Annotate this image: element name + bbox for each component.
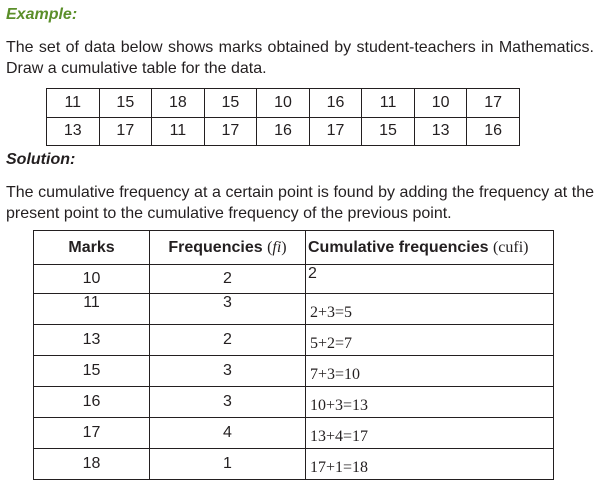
raw-data-cell: 10: [257, 89, 310, 118]
raw-data-cell: 18: [152, 89, 205, 118]
cf-table-header-row: [34, 231, 554, 265]
cumulative-frequency-cell: 2+3=5: [306, 294, 554, 325]
cumulative-frequency-cell: 10+3=13: [306, 387, 554, 418]
raw-data-cell: 13: [414, 117, 467, 146]
marks-cell: 15: [34, 356, 150, 387]
example-heading: Example:: [6, 6, 78, 23]
solution-text: The cumulative frequency at a certain point is found by adding the frequency at the present point to the cumulative frequency of the previous point.: [6, 184, 594, 222]
problem-text: The set of data below shows marks obtained by student-teachers in Mathematics. Draw a cumulative table for the data.: [6, 39, 594, 77]
table-row: [34, 325, 554, 356]
cumulative-frequencies-header: [306, 231, 554, 265]
cumulative-frequency-cell: 7+3=10: [306, 356, 554, 387]
raw-data-cell: 16: [467, 117, 520, 146]
frequency-cell: 3: [150, 387, 306, 418]
frequency-cell: 4: [150, 418, 306, 449]
frequencies-header-label: Frequencies: [168, 238, 263, 256]
cumulative-frequency-table: [33, 230, 554, 480]
raw-data-row-2: [47, 117, 520, 146]
raw-data-cell: 17: [204, 117, 257, 146]
frequencies-header-paren-close: ): [281, 238, 287, 256]
frequency-cell: 3: [150, 294, 306, 325]
frequencies-header: [150, 231, 306, 265]
raw-data-cell: 17: [467, 89, 520, 118]
raw-data-cell: 16: [309, 89, 362, 118]
marks-cell: 13: [34, 325, 150, 356]
marks-cell: 16: [34, 387, 150, 418]
raw-data-cell: 16: [257, 117, 310, 146]
cumulative-frequencies-header-symbol: (cufi): [492, 238, 529, 256]
raw-data-row-1: [47, 89, 520, 118]
raw-data-cell: 15: [362, 117, 415, 146]
frequency-cell: 3: [150, 356, 306, 387]
cumulative-frequency-cell: 13+4=17: [306, 418, 554, 449]
raw-data-cell: 11: [152, 117, 205, 146]
raw-data-cell: 11: [362, 89, 415, 118]
raw-data-cell: 17: [99, 117, 152, 146]
marks-cell: 10: [34, 265, 150, 294]
table-row: [34, 449, 554, 480]
marks-cell: 11: [34, 294, 150, 325]
cumulative-frequency-cell: 5+2=7: [306, 325, 554, 356]
frequency-cell: 1: [150, 449, 306, 480]
frequencies-header-symbol: fi: [272, 238, 282, 256]
frequency-cell: 2: [150, 265, 306, 294]
table-row: [34, 265, 554, 294]
table-row: [34, 387, 554, 418]
cumulative-frequencies-header-label: Cumulative frequencies: [308, 238, 489, 256]
raw-data-cell: 13: [47, 117, 100, 146]
cumulative-frequency-cell: 2: [306, 265, 554, 294]
raw-data-cell: 10: [414, 89, 467, 118]
table-row: [34, 294, 554, 325]
raw-data-cell: 15: [204, 89, 257, 118]
frequency-cell: 2: [150, 325, 306, 356]
marks-cell: 18: [34, 449, 150, 480]
raw-data-cell: 15: [99, 89, 152, 118]
raw-data-cell: 17: [309, 117, 362, 146]
raw-data-table: [46, 88, 520, 146]
table-row: [34, 418, 554, 449]
solution-heading: Solution:: [6, 151, 76, 168]
table-row: [34, 356, 554, 387]
raw-data-cell: 11: [47, 89, 100, 118]
marks-header: Marks: [34, 231, 150, 265]
cumulative-frequency-cell: 17+1=18: [306, 449, 554, 480]
frequencies-header-paren-open: (: [267, 238, 273, 256]
marks-cell: 17: [34, 418, 150, 449]
